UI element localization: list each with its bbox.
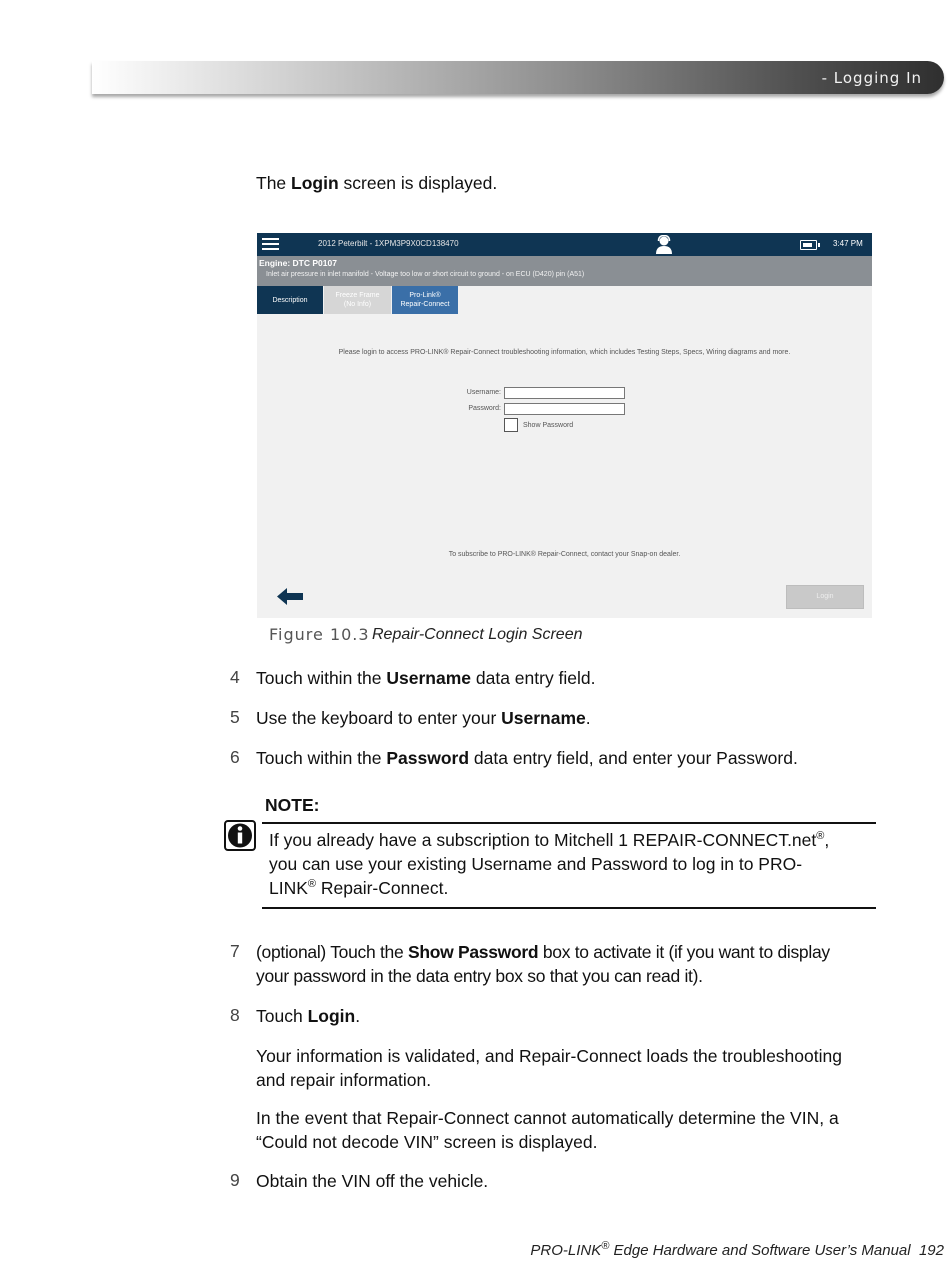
note-heading: NOTE: <box>265 795 320 815</box>
step-number: 6 <box>230 747 240 767</box>
step-4-text: Touch within the Username data entry field. <box>256 668 596 688</box>
username-label: Username: <box>466 389 501 396</box>
technician-icon <box>655 235 673 254</box>
step-8-text: Touch Login. <box>256 1006 361 1026</box>
step-9-text: Obtain the VIN off the vehicle. <box>256 1171 489 1191</box>
back-arrow-icon[interactable] <box>277 588 303 605</box>
info-icon <box>224 820 256 851</box>
page-number: 192 <box>918 1242 944 1259</box>
section-title: - Logging In <box>821 69 922 87</box>
step-number: 9 <box>230 1170 240 1190</box>
login-screenshot <box>257 233 872 618</box>
tab-repair-connect[interactable]: Pro-Link® Repair-Connect <box>392 286 458 314</box>
login-message: Please login to access PRO-LINK® Repair-Connect troubleshooting information, which includes Testing Steps, Specs, Wiring diagrams and more. <box>338 349 791 356</box>
tab-bar <box>257 286 872 314</box>
dtc-description: Inlet air pressure in inlet manifold - Voltage too low or short circuit to ground - on ECU (D420) pin (A51) <box>266 271 585 278</box>
header-banner <box>92 61 944 94</box>
step-number: 5 <box>230 707 240 727</box>
vin-paragraph: In the event that Repair-Connect cannot automatically determine the VIN, a “Could not decode VIN” screen is displayed. <box>256 1108 839 1152</box>
hamburger-menu-icon <box>262 238 279 251</box>
password-input[interactable] <box>504 403 625 415</box>
figure-title: Repair-Connect Login Screen <box>372 626 583 643</box>
step-number: 8 <box>230 1005 240 1025</box>
dtc-bar <box>257 256 872 286</box>
screenshot-title-bar <box>257 233 872 256</box>
password-label: Password: <box>468 405 501 412</box>
step-number: 7 <box>230 941 240 961</box>
tab-description[interactable]: Description <box>257 286 323 314</box>
validation-paragraph: Your information is validated, and Repair-Connect loads the troubleshooting and repair information. <box>256 1046 842 1090</box>
figure-number: Figure 10.3 <box>269 625 370 644</box>
show-password-checkbox[interactable] <box>504 418 518 432</box>
battery-icon <box>800 240 817 250</box>
show-password-label: Show Password <box>523 422 574 429</box>
intro-text: The Login screen is displayed. <box>256 173 498 193</box>
vehicle-label: 2012 Peterbilt - 1XPM3P9X0CD138470 <box>318 239 459 248</box>
step-number: 4 <box>230 667 240 687</box>
step-6-text: Touch within the Password data entry field, and enter your Password. <box>256 748 798 768</box>
clock-time: 3:47 PM <box>833 239 863 248</box>
subscribe-text: To subscribe to PRO-LINK® Repair-Connect, contact your Snap-on dealer. <box>448 551 681 558</box>
note-divider-top <box>262 822 876 824</box>
note-divider-bottom <box>262 907 876 909</box>
dtc-title: Engine: DTC P0107 <box>259 258 337 268</box>
note-body: If you already have a subscription to Mitchell 1 REPAIR-CONNECT.net®, you can use your existing Username and Password to log in to PRO- LINK® Repair-Connect. <box>269 830 830 898</box>
step-7-text: (optional) Touch the Show Password box to activate it (if you want to display your password in the data entry box so that you can read it). <box>256 942 830 986</box>
login-button[interactable]: Login <box>786 585 864 609</box>
step-5-text: Use the keyboard to enter your Username. <box>256 708 591 728</box>
username-input[interactable] <box>504 387 625 399</box>
login-term: Login <box>291 173 339 193</box>
page-footer: PRO-LINK® Edge Hardware and Software User’s Manual 192 <box>530 1240 944 1259</box>
tab-freeze-frame[interactable]: Freeze Frame (No Info) <box>324 286 391 314</box>
